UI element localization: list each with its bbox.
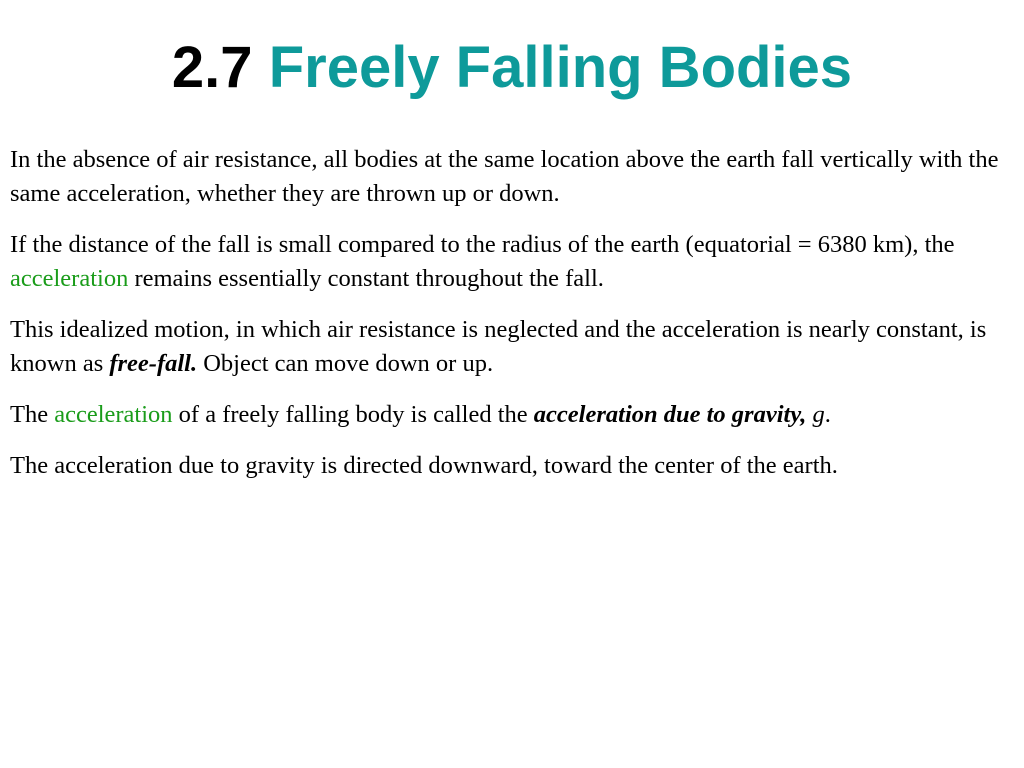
paragraph-2-text-b: remains essentially constant throughout the fall.	[128, 265, 604, 292]
paragraph-3-text-a: This idealized motion, in which air resistance is neglected and the acceleration is nearly constant, is known as	[10, 316, 987, 377]
section-number: 2.7	[171, 35, 253, 100]
paragraph-2-text-a: If the distance of the fall is small compared to the radius of the earth (equatorial = 6380 km), the	[10, 231, 955, 258]
paragraph-3-text-b: Object can move down or up.	[197, 350, 494, 377]
paragraph-4-text-a: The	[10, 401, 55, 428]
gravity-symbol: g	[812, 401, 825, 428]
paragraph-1: In the absence of air resistance, all bodies at the same location above the earth fall vertically with the same acceleration, whether they are thrown up or down.	[10, 146, 999, 207]
slide-title	[0, 28, 1024, 108]
paragraph-5: The acceleration due to gravity is directed downward, toward the center of the earth.	[10, 452, 838, 479]
paragraph-4-text-b: of a freely falling body is called the	[172, 401, 534, 428]
acceleration-term: acceleration	[54, 401, 173, 428]
acceleration-term: acceleration	[10, 265, 129, 292]
slide-body	[10, 143, 1014, 500]
gravity-term: acceleration due to gravity,	[533, 401, 807, 428]
section-title: Freely Falling Bodies	[268, 35, 853, 100]
paragraph-4-end: .	[824, 401, 831, 428]
paragraph-2	[10, 228, 1014, 296]
paragraph-4	[10, 398, 1014, 432]
free-fall-term: free-fall.	[109, 350, 198, 377]
paragraph-3	[10, 313, 1014, 381]
